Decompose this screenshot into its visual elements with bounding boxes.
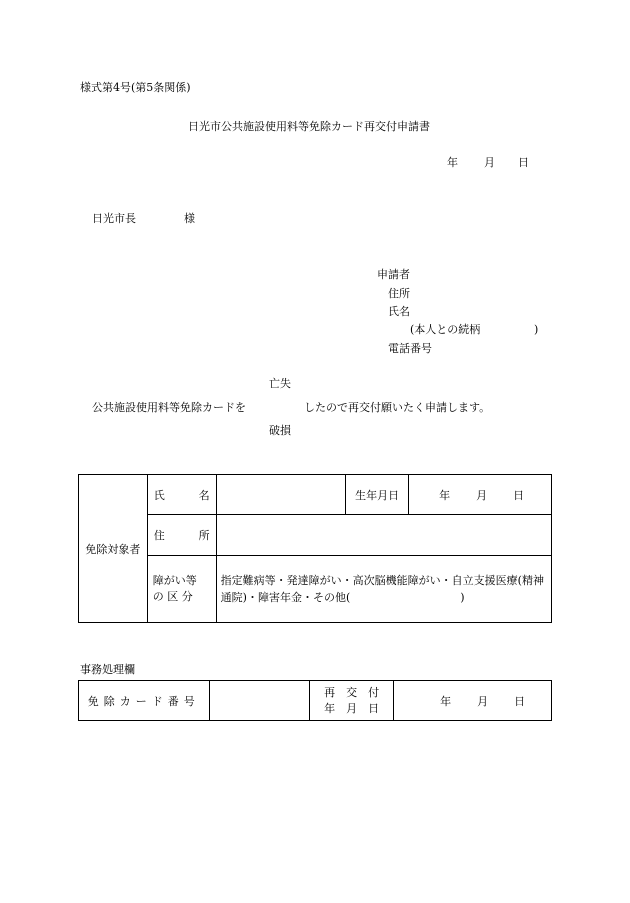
name-field[interactable] xyxy=(216,475,346,515)
applicant-relation-close: ) xyxy=(534,323,539,336)
exemption-target-table xyxy=(78,474,552,623)
disability-options[interactable]: 指定難病等・発達障がい・高次脳機能障がい・自立支援医療(精神通院)・障害年金・その他( ) xyxy=(216,556,551,623)
name-label-b: 名 xyxy=(198,488,210,502)
birthdate-field[interactable] xyxy=(409,475,552,515)
addressee-honorific: 様 xyxy=(184,212,195,225)
disability-label-cell xyxy=(147,556,216,623)
office-month: 月 xyxy=(477,694,489,708)
form-number: 様式第4号(第5条関係) xyxy=(80,81,191,94)
address-field[interactable] xyxy=(216,515,551,556)
office-day: 日 xyxy=(514,694,526,708)
office-table xyxy=(78,680,552,721)
reissue-label-1: 再 交 付 xyxy=(324,686,380,700)
option-lost: 亡失 xyxy=(269,377,291,390)
card-number-label: 免除カード番号 xyxy=(79,681,210,721)
statement-suffix: したので再交付願いたく申請します。 xyxy=(304,401,491,414)
applicant-address-label: 住所 xyxy=(388,287,410,300)
address-label-a: 住 xyxy=(153,529,165,542)
name-label-cell xyxy=(147,475,216,515)
birth-month: 月 xyxy=(476,488,488,502)
birthdate-label: 生年月日 xyxy=(346,475,409,515)
option-damaged: 破損 xyxy=(269,424,291,437)
applicant-relation-open: (本人との続柄 xyxy=(410,323,481,336)
date-month: 月 xyxy=(484,156,495,169)
form-title: 日光市公共施設使用料等免除カード再交付申請書 xyxy=(188,120,430,133)
exemption-target-label: 免除対象者 xyxy=(79,475,148,623)
statement-prefix: 公共施設使用料等免除カードを xyxy=(92,401,246,414)
date-day: 日 xyxy=(518,156,529,169)
office-heading: 事務処理欄 xyxy=(80,663,135,676)
reissue-label-2: 年 月 日 xyxy=(324,701,380,715)
office-year: 年 xyxy=(440,694,452,708)
address-label-cell xyxy=(147,515,216,556)
date-year: 年 xyxy=(447,156,458,169)
reissue-date-field[interactable] xyxy=(394,681,552,721)
applicant-phone-label: 電話番号 xyxy=(388,342,432,355)
disability-label-1: 障がい等 xyxy=(152,573,197,587)
addressee-name: 日光市長 xyxy=(92,212,136,225)
birth-day: 日 xyxy=(513,488,525,502)
card-number-field[interactable] xyxy=(209,681,310,721)
disability-label-2: の 区 分 xyxy=(152,590,193,603)
address-label-b: 所 xyxy=(198,529,210,542)
applicant-name-label: 氏名 xyxy=(388,305,410,318)
reissue-date-label xyxy=(310,681,394,721)
birth-year: 年 xyxy=(439,488,451,502)
name-label-a: 氏 xyxy=(153,488,165,502)
applicant-heading: 申請者 xyxy=(377,268,410,281)
